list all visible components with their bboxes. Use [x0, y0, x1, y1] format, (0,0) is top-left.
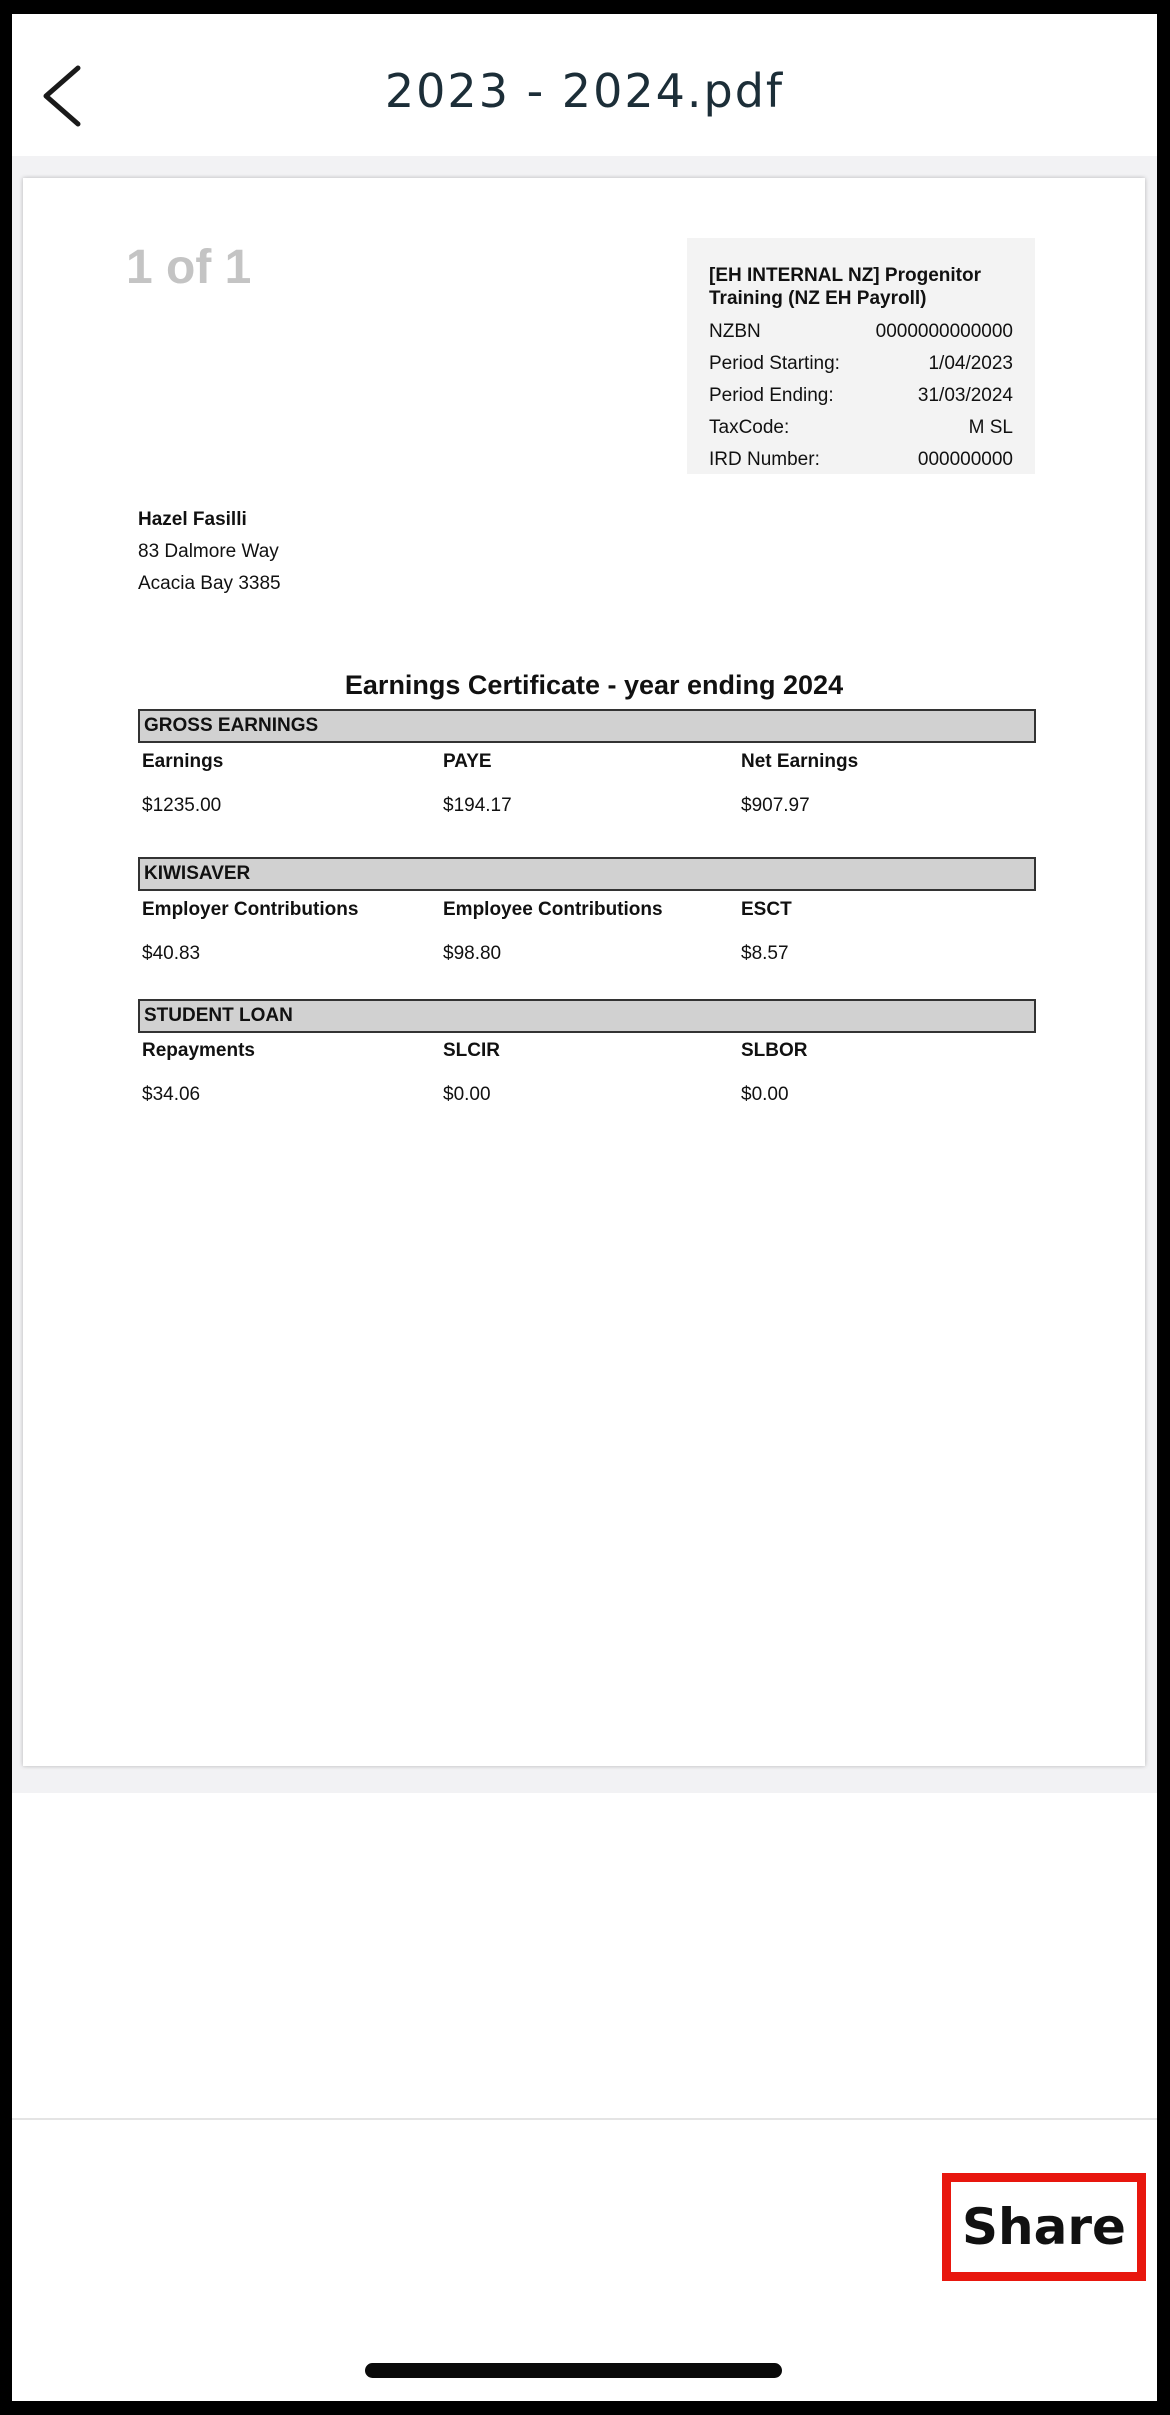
section-header-gross-earnings: GROSS EARNINGS	[138, 709, 1036, 743]
info-row-period-starting	[709, 348, 1013, 380]
company-info-box	[687, 238, 1035, 474]
pdf-viewer[interactable]	[12, 156, 1157, 1793]
info-row-ird-number	[709, 444, 1013, 476]
column-header: SLBOR	[741, 1040, 808, 1061]
value-cell: $0.00	[443, 1084, 491, 1105]
info-value: 000000000	[917, 449, 1013, 470]
info-value: 1/04/2023	[928, 353, 1013, 374]
page-counter: 1 of 1	[126, 241, 252, 294]
document-title: 2023 - 2024.pdf	[384, 64, 785, 118]
column-header: Earnings	[142, 751, 224, 772]
top-navigation-bar	[12, 14, 1157, 156]
info-value: M SL	[968, 417, 1013, 438]
column-header: Employer Contributions	[142, 899, 359, 920]
address-line-1: 83 Dalmore Way	[138, 541, 279, 562]
info-label: Period Ending:	[709, 385, 834, 406]
pdf-page	[23, 178, 1145, 1766]
info-label: NZBN	[709, 321, 761, 342]
company-name: [EH INTERNAL NZ] Progenitor Training (NZ EH Payroll)	[709, 265, 981, 309]
value-cell: $98.80	[443, 943, 502, 964]
share-button[interactable]: Share	[942, 2173, 1146, 2281]
column-header: Repayments	[142, 1040, 255, 1061]
value-cell: $0.00	[741, 1084, 789, 1105]
column-header: ESCT	[741, 899, 792, 920]
info-label: Period Starting:	[709, 353, 840, 374]
value-cell: $34.06	[142, 1084, 201, 1105]
bottom-toolbar	[12, 1793, 1157, 2401]
column-header: SLCIR	[443, 1040, 500, 1061]
section-header-kiwisaver: KIWISAVER	[138, 857, 1036, 891]
certificate-title: Earnings Certificate - year ending 2024	[344, 670, 844, 700]
info-value: 31/03/2024	[917, 385, 1013, 406]
value-cell: $40.83	[142, 943, 201, 964]
value-cell: $8.57	[741, 943, 789, 964]
screen	[12, 14, 1157, 2401]
info-value: 0000000000000	[875, 321, 1013, 342]
info-row-period-ending	[709, 380, 1013, 412]
section-header-student-loan: STUDENT LOAN	[138, 999, 1036, 1033]
toolbar-divider	[12, 2118, 1157, 2120]
info-row-nzbn	[709, 316, 1013, 348]
value-cell: $194.17	[443, 795, 512, 816]
column-header: Employee Contributions	[443, 899, 663, 920]
home-indicator[interactable]	[365, 2363, 782, 2378]
info-label: TaxCode:	[709, 417, 790, 438]
employee-address-block	[138, 504, 281, 600]
value-cell: $1235.00	[142, 795, 222, 816]
info-label: IRD Number:	[709, 449, 820, 470]
info-row-taxcode	[709, 412, 1013, 444]
value-cell: $907.97	[741, 795, 810, 816]
employee-name: Hazel Fasilli	[138, 509, 247, 530]
column-header: Net Earnings	[741, 751, 859, 772]
column-header: PAYE	[443, 751, 492, 772]
address-line-2: Acacia Bay 3385	[138, 573, 281, 594]
